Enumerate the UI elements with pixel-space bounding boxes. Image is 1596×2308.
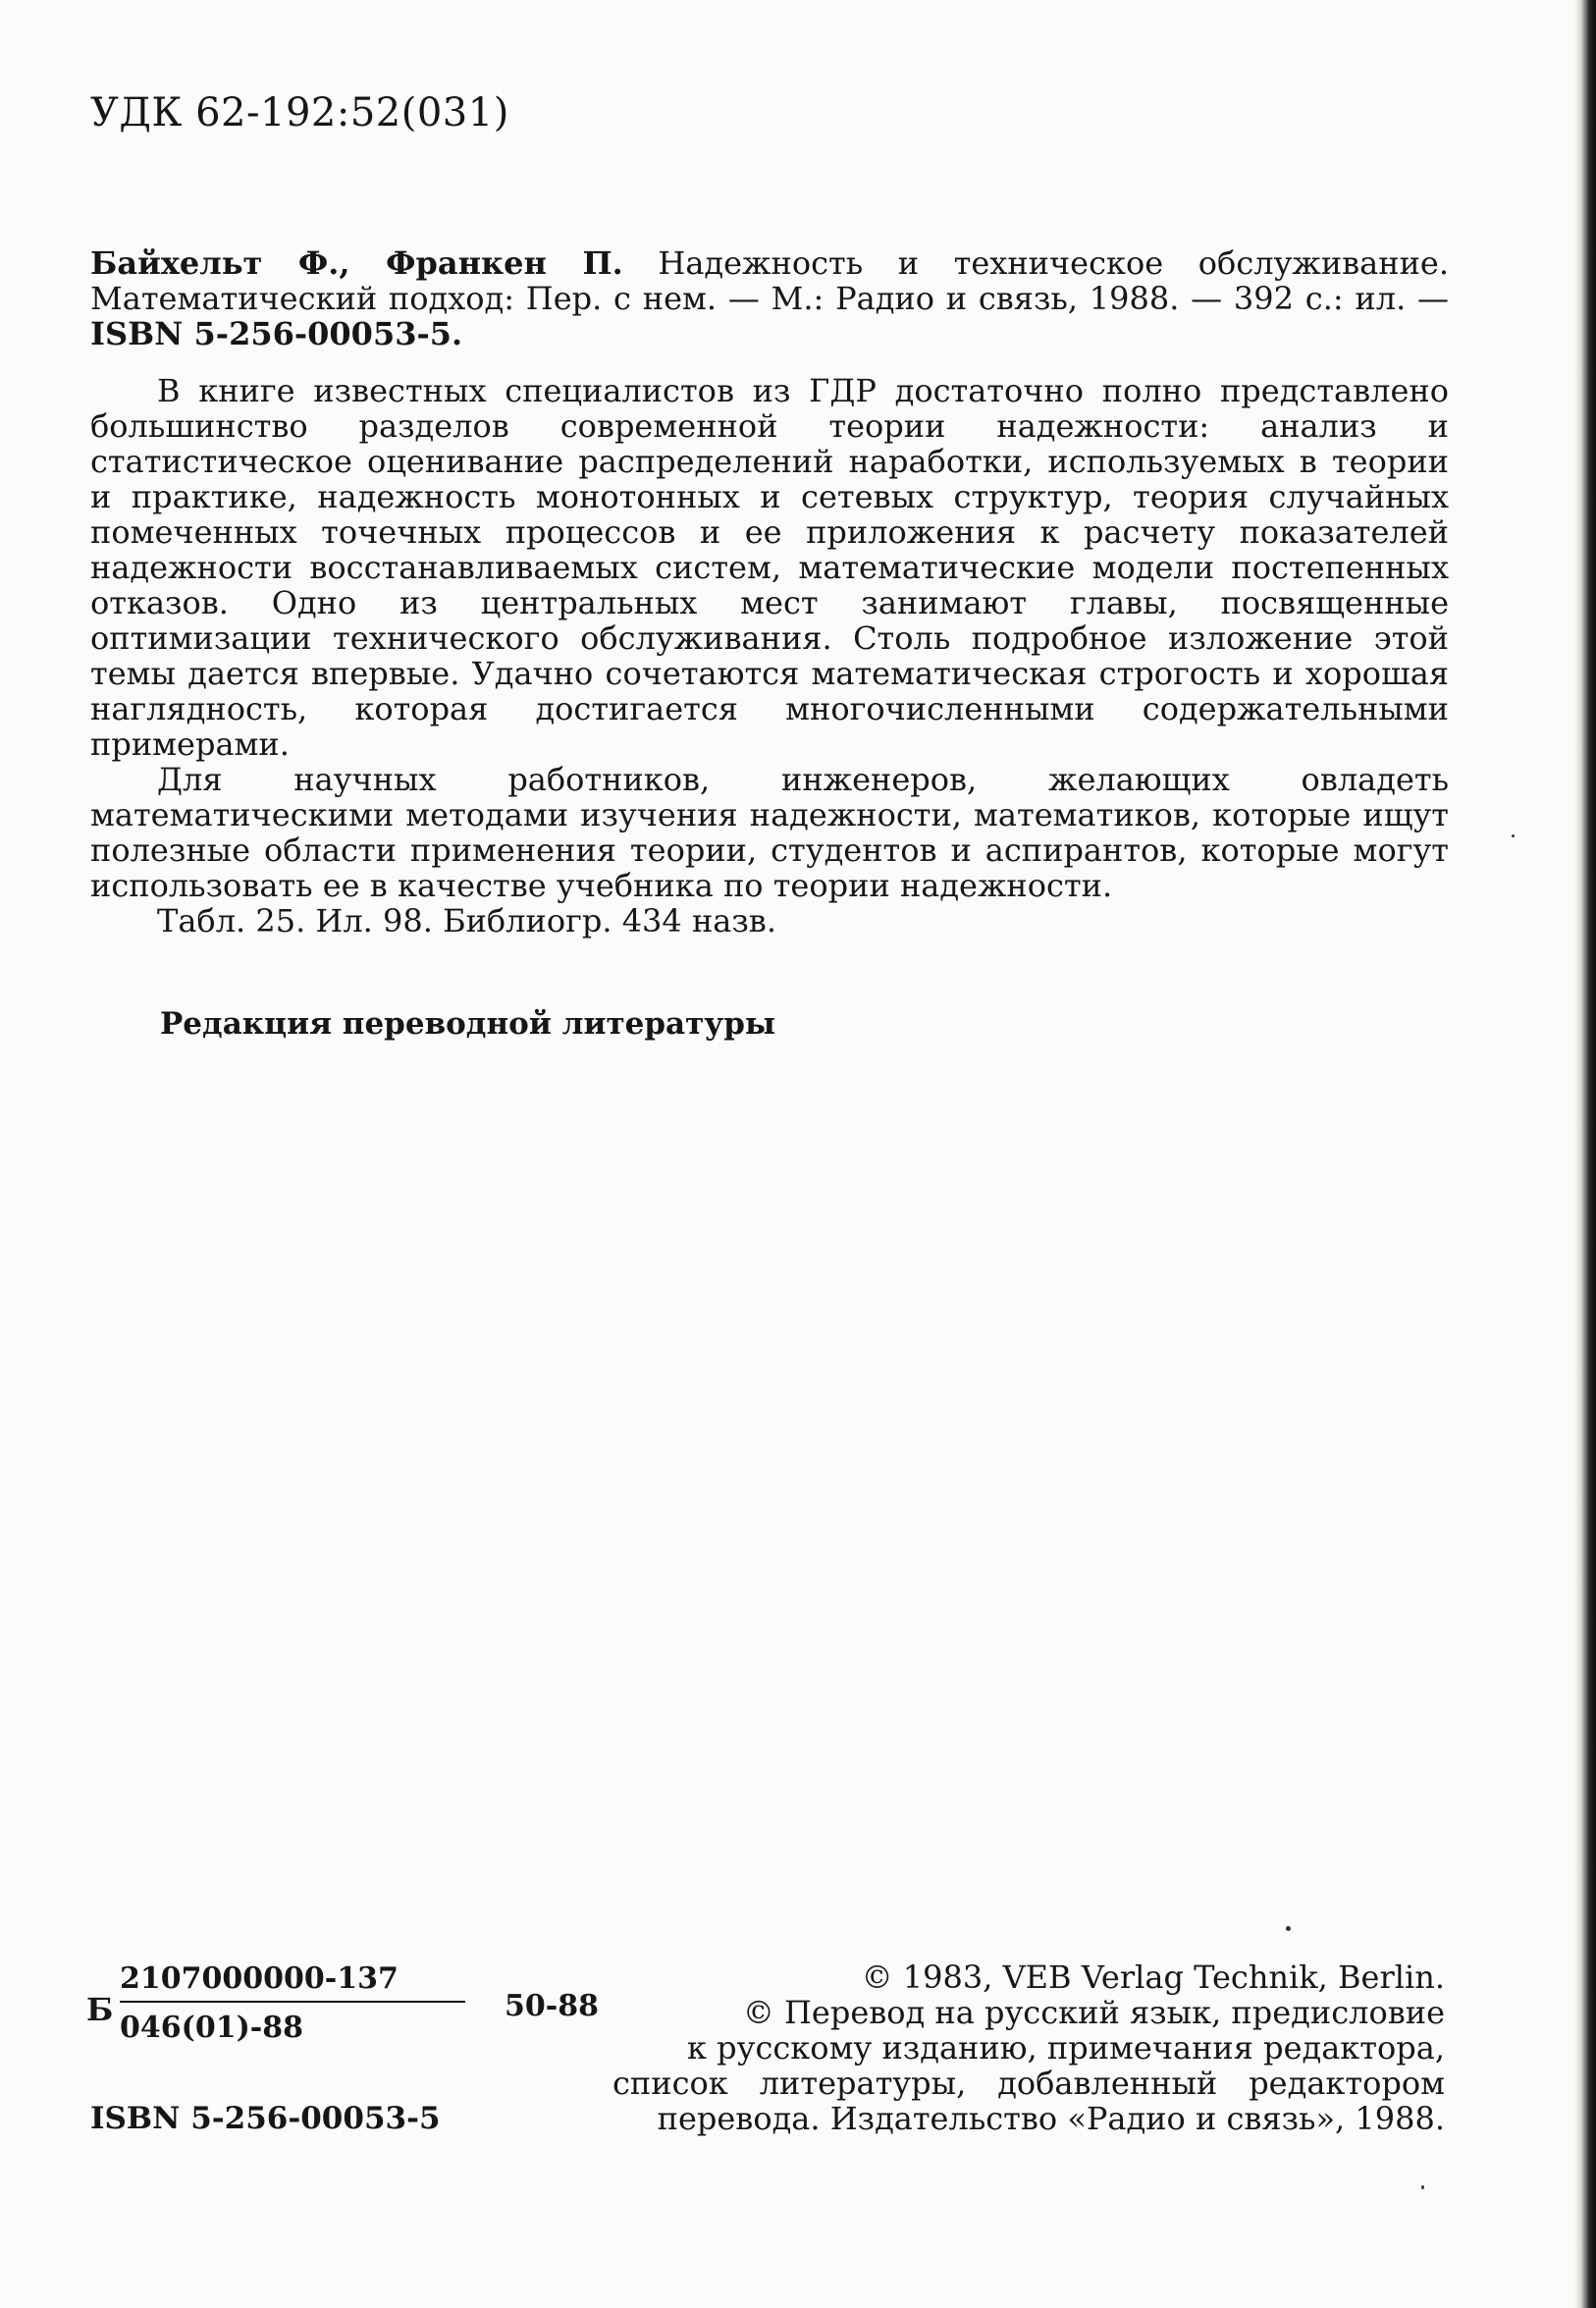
print-speck [1512,834,1515,837]
print-speck [1421,2185,1424,2189]
bbk-denominator: 046(01)-88 [120,2011,303,2045]
annotation-paragraph-1: В книге известных специалистов из ГДР достаточно полно представлено большинство разделов современной теории надежности: анализ и статистическое оценивание распределений наработки, используемых в теории и практике, надежность монотонных и сетевых структур, теория случайных помеченных точечных процессов и ее приложения к расчету показателей надежности восстанавливаемых систем, математические модели постепенных отказов. Одно из центральных мест занимают главы, посвященные оптимизации технического обслуживания. Столь подробное изложение этой темы дается впервые. Удачно сочетаются математическая строгость и хорошая наглядность, которая достигается многочисленными содержательными примерами. [90,372,1449,763]
bbk-fraction-rule [120,2001,465,2003]
bib-isbn: ISBN 5-256-00053-5. [90,315,463,352]
bbk-letter: Б [86,1991,114,2028]
annotation-paragraph-2: Для научных работников, инженеров, желающих овладеть математическими методами изучения надежности, математиков, которые ищут полезные области применения теории, студентов и аспирантов, которые могут использовать ее в качестве учебника по теории надежности. [90,761,1449,904]
bbk-index [86,1961,599,2050]
copyright-line-5: перевода. Издательство «Радио и связь», 1988. [657,2100,1445,2137]
scan-binding-edge [1574,0,1596,2308]
copyright-line-4: список литературы, добавленный редактором [612,2065,1445,2102]
bbk-numerator: 2107000000-137 [120,1961,399,1996]
bib-authors: Байхельт Ф., Франкен П. [90,244,623,282]
editorial-office: Редакция переводной литературы [160,1006,775,1042]
bib-description: Надежность и техническое обслуживание. Математический подход: Пер. с нем. — М.: Радио и связь, 1988. — 392 с.: ил. — [90,244,1450,317]
isbn-bottom: ISBN 5-256-00053-5 [90,2101,441,2136]
annotation-stats: Табл. 25. Ил. 98. Библиогр. 434 назв. [157,902,776,939]
udk-classification: УДК 62-192:52(031) [90,90,509,135]
copyright-block [561,1959,1445,2136]
bbk-code: 50-88 [505,1989,599,2023]
annotation [90,373,1449,939]
print-speck [1286,1926,1291,1931]
copyright-line-2: © Перевод на русский язык, предисловие [742,1994,1445,2031]
bibliographic-record [90,245,1449,351]
copyright-line-3: к русскому изданию, примечания редактора, [686,2029,1445,2066]
copyright-line-1: © 1983, VEB Verlag Technik, Berlin. [861,1959,1445,1996]
